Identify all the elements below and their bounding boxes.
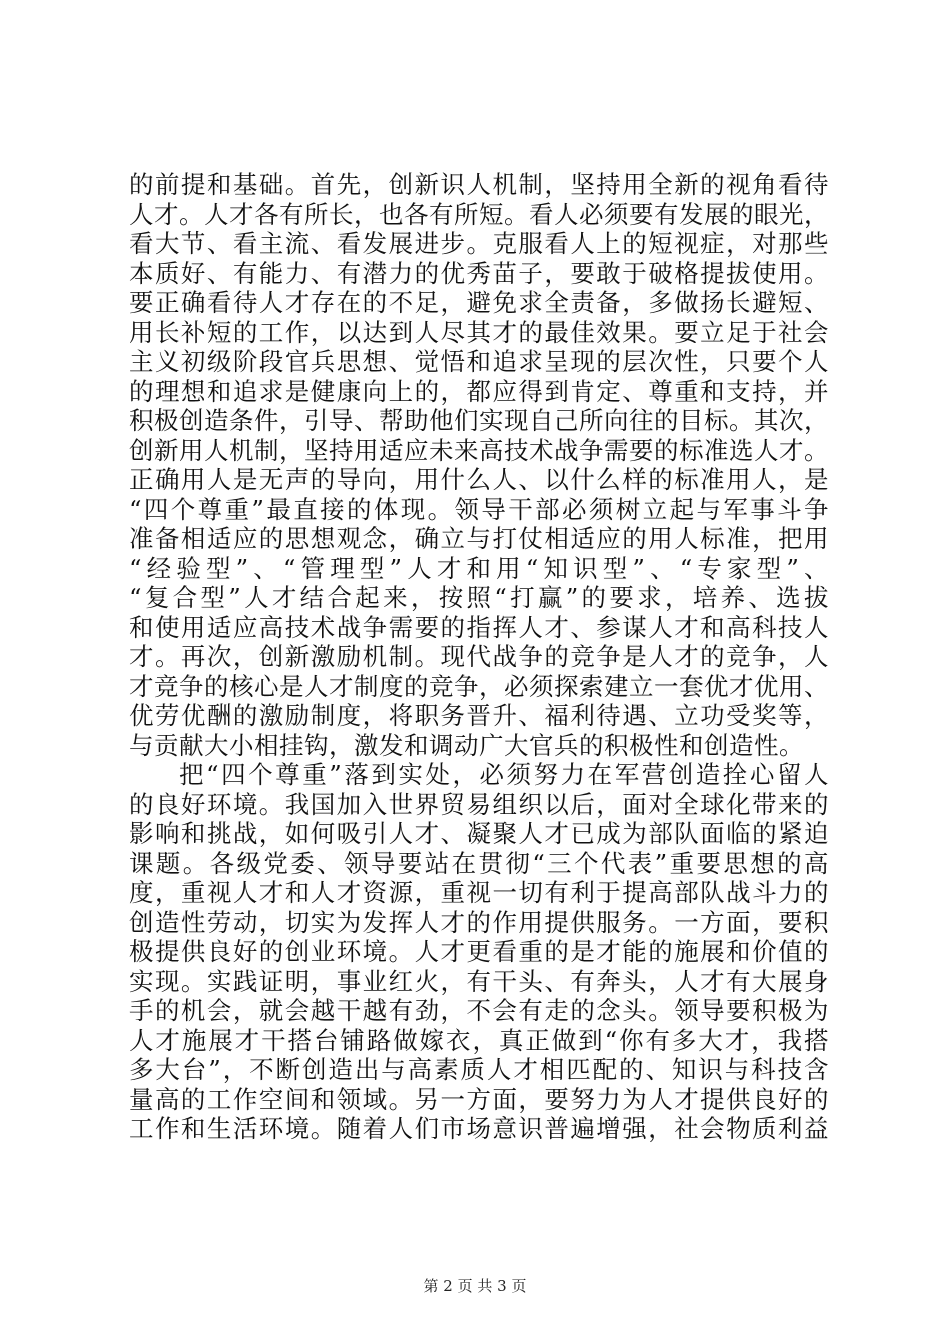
text-line: 实现。实践证明，事业红火，有干头、有奔头，人才有大展身 [129, 966, 829, 996]
text-line: 课题。各级党委、领导要站在贯彻“三个代表”重要思想的高 [129, 848, 829, 878]
text-line: 与贡献大小相挂钩，激发和调动广大官兵的积极性和创造性。 [129, 730, 804, 760]
text-line: 极提供良好的创业环境。人才更看重的是才能的施展和价值的 [129, 937, 829, 966]
text-line: “经验型”、“管理型”人才和用“知识型”、“专家型”、 [129, 553, 829, 583]
text-line: 要正确看待人才存在的不足，避免求全责备，多做扬长避短、 [129, 288, 829, 317]
text-line: 正确用人是无声的导向，用什么人、以什么样的标准用人，是 [129, 465, 829, 494]
text-line: 才竞争的核心是人才制度的竞争，必须探索建立一套优才优用、 [129, 671, 829, 701]
text-line: 才。再次，创新激励机制。现代战争的竞争是人才的竞争，人 [129, 642, 829, 671]
text-line: 人才。人才各有所长，也各有所短。看人必须要有发展的眼光， [129, 199, 829, 229]
text-line: 创造性劳动，切实为发挥人才的作用提供服务。一方面，要积 [129, 907, 829, 937]
text-line: 看大节、看主流、看发展进步。克服看人上的短视症，对那些 [129, 229, 829, 258]
text-line: 人才施展才干搭台铺路做嫁衣，真正做到“你有多大才，我搭 [129, 1025, 829, 1055]
text-line: 本质好、有能力、有潜力的优秀苗子，要敢于破格提拔使用。 [129, 258, 829, 288]
text-line: 积极创造条件，引导、帮助他们实现自己所向往的目标。其次， [129, 406, 829, 435]
text-line: 主义初级阶段官兵思想、觉悟和追求呈现的层次性，只要个人 [129, 347, 829, 376]
body-text [129, 170, 829, 1144]
text-line: 的理想和追求是健康向上的，都应得到肯定、尊重和支持，并 [129, 376, 829, 406]
text-line: 创新用人机制，坚持用适应未来高技术战争需要的标准选人才。 [129, 435, 829, 465]
text-line: 的前提和基础。首先，创新识人机制，坚持用全新的视角看待 [129, 170, 829, 199]
text-line: 用长补短的工作，以达到人尽其才的最佳效果。要立足于社会 [129, 317, 829, 347]
text-line: 工作和生活环境。随着人们市场意识普遍增强，社会物质利益 [129, 1114, 829, 1143]
text-line: “复合型”人才结合起来，按照“打赢”的要求，培养、选拔 [129, 583, 829, 612]
text-line: 多大台”，不断创造出与高素质人才相匹配的、知识与科技含 [129, 1055, 829, 1084]
text-line: “四个尊重”最直接的体现。领导干部必须树立起与军事斗争 [129, 494, 829, 524]
text-line: 优劳优酬的激励制度，将职务晋升、福利待遇、立功受奖等， [129, 701, 829, 730]
text-line: 的良好环境。我国加入世界贸易组织以后，面对全球化带来的 [129, 789, 829, 819]
text-line: 把“四个尊重”落到实处，必须努力在军营创造拴心留人 [179, 760, 829, 789]
text-line: 量高的工作空间和领域。另一方面，要努力为人才提供良好的 [129, 1084, 829, 1114]
text-line: 准备相适应的思想观念，确立与打仗相适应的用人标准，把用 [129, 524, 829, 553]
text-line: 手的机会，就会越干越有劲，不会有走的念头。领导要积极为 [129, 996, 829, 1025]
text-line: 和使用适应高技术战争需要的指挥人才、参谋人才和高科技人 [129, 612, 829, 642]
text-line: 影响和挑战，如何吸引人才、凝聚人才已成为部队面临的紧迫 [129, 819, 829, 848]
page-number-footer: 第 2 页 共 3 页 [423, 1277, 527, 1295]
text-line: 度，重视人才和人才资源，重视一切有利于提高部队战斗力的 [129, 878, 829, 907]
